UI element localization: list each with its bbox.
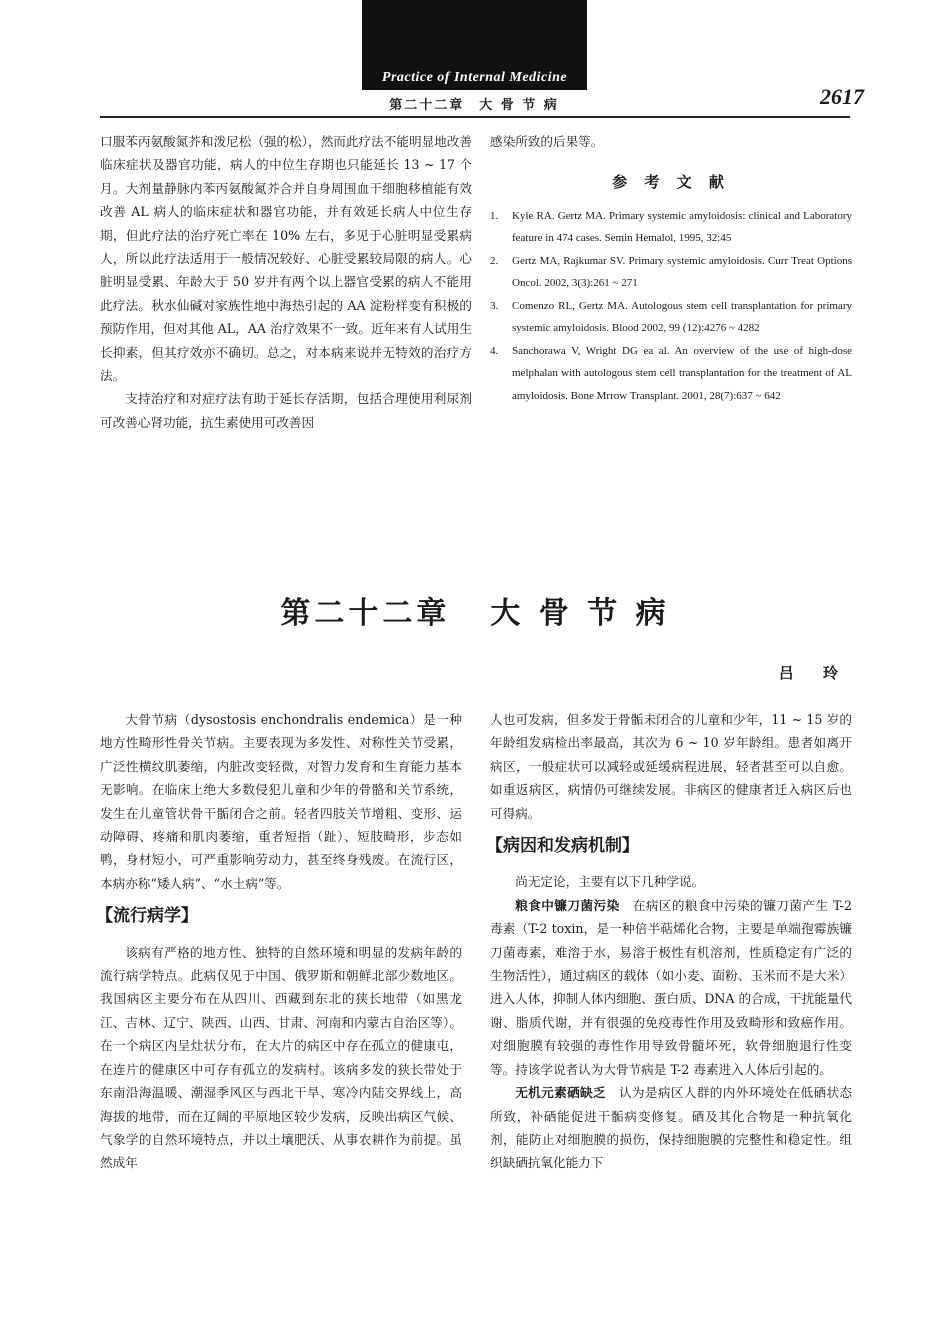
theory-text: 认为是病区人群的内外环境处在低硒状态所致，补硒能促进干骺病变修复。硒及其化合物是一种抗氧化剂，能防止对细胞膜的损伤，保持细胞膜的完整性和稳定性。组织缺硒抗氧化能力下 xyxy=(490,1085,852,1171)
chapter-left-column xyxy=(96,708,462,1175)
chapter-name: 大 骨 节 病 xyxy=(490,596,670,631)
paragraph: 人也可发病，但多发于骨骺未闭合的儿童和少年，11 ~ 15 岁的年龄组发病检出率最高，其次为 6 ~ 10 岁年龄组。患者如离开病区，一般症状可以减轻或延缓病程进展，轻者甚至可以自愈。如重返病区，病情仍可继续发展。非病区的健康者迁入病区后也可得病。 xyxy=(490,712,852,821)
paragraph: 感染所致的后果等。 xyxy=(490,134,604,149)
theory-lead: 粮食中镰刀菌污染 xyxy=(515,897,620,913)
prev-article-left-column xyxy=(100,130,472,434)
reference-number: 4. xyxy=(490,344,499,357)
header-rule xyxy=(100,116,850,118)
journal-name: Practice of Internal Medicine xyxy=(381,70,568,85)
paragraph: 该病有严格的地方性、独特的自然环境和明显的发病年龄的流行病学特点。此病仅见于中国、俄罗斯和朝鲜北部少数地区。我国病区主要分布在从四川、西藏到东北的狭长地带（如黑龙江、吉林、辽宁、陕西、山西、甘肃、河南和内蒙古自治区等）。在一个病区内呈灶状分布，在大片的病区中存在孤立的健康屯，在连片的健康区中可存有孤立的发病村。该病多发的狭长带处于东南沿海温暖、潮湿季风区与西北干旱、寒冷内陆交界线上，高海拔的地带，而在辽阔的平原地区较少发病，反映出病区气候、气象学的自然环境特点，并以土壤肥沃、从事农耕作为前提。虽然成年 xyxy=(100,944,462,1171)
theory-text: 在病区的粮食中污染的镰刀菌产生 T-2 毒素（T-2 toxin，是一种倍半萜烯化合物，主要是单端孢霉族镰刀菌毒素，难溶于水，易溶于极性有机溶剂，性质稳定有广泛的生物活性），通过病区的载体（如小麦、面粉、玉米而不是大米）进入人体，抑制人体内细胞、蛋白质、DNA 的合成，干扰能量代谢、脂质代谢，并有很强的免疫毒性作用及致畸形和致癌作用。对细胞膜有较强的毒性作用导致骨髓坏死，软骨细胞退行性变等。持该学说者认为大骨节病是 T-2 毒素进入人体后引起的。 xyxy=(490,897,853,1077)
references-title: 参 考 文 献 xyxy=(612,173,730,192)
author-name: 吕 玲 xyxy=(778,664,850,682)
paragraph xyxy=(490,1081,852,1175)
reference-item xyxy=(490,205,852,250)
reference-number: 1. xyxy=(490,209,499,222)
chapter-title xyxy=(0,588,950,632)
intro-paragraph: 大骨节病（dysostosis enchondralis endemica）是一种地方性畸形性骨关节病。主要表现为多发性、对称性关节受累，广泛性横纹肌萎缩，内脏改变轻微，对智力发育和生育能力基本无影响。在临床上绝大多数侵犯儿童和少年的骨骼和关节系统，发生在儿童管状骨干骺闭合之前。轻者四肢关节增粗、变形、运动障碍、疼痛和肌肉萎缩，重者短指（趾）、短肢畸形，步态如鸭，身材短小，可严重影响劳动力，甚至终身残废。在流行区，本病亦称“矮人病”、“水土病”等。 xyxy=(100,712,462,891)
section-heading-epidemiology: 【流行病学】 xyxy=(96,906,198,927)
chapter-number: 第二十二章 xyxy=(280,596,451,631)
reference-text: Gertz MA, Rajkumar SV. Primary systemic amyloidosis. Curr Treat Options Oncol. 2002, 3(3):261 ~ 271 xyxy=(512,254,852,290)
running-head: 第二十二章 大 骨 节 病 xyxy=(389,98,559,113)
paragraph xyxy=(490,894,852,1081)
reference-list xyxy=(490,205,852,408)
reference-number: 2. xyxy=(490,254,499,267)
reference-item xyxy=(490,340,852,408)
theory-lead: 无机元素硒缺乏 xyxy=(515,1085,606,1101)
section-heading-etiology: 【病因和发病机制】 xyxy=(486,836,639,857)
reference-text: Comenzo RL, Gertz MA. Autologous stem cell transplantation for primary systemic amyloidosis. Blood 2002, 99 (12):4276 ~ 4282 xyxy=(512,299,852,335)
reference-number: 3. xyxy=(490,299,499,312)
reference-item xyxy=(490,250,852,295)
paragraph: 口服苯丙氨酸氮芥和泼尼松（强的松），然而此疗法不能明显地改善临床症状及器官功能，病人的中位生存期也只能延长 13 ~ 17 个月。大剂量静脉内苯丙氨酸氮芥合并自身周围血干细胞移植能有效改善 AL 病人的临床症状和器官功能，并有效延长病人中位生存期，但此疗法的治疗死亡率在 10% 左右，多见于心脏明显受累病人，所以此疗法适用于一般情况较好、心脏受累较局限的病人。心脏明显受累、年龄大于 50 岁并有两个以上器官受累的病人不能用此疗法。秋水仙碱对家族性地中海热引起的 AA 淀粉样变有积极的预防作用，但对其他 AL，AA 治疗效果不一致。近年来有人试用生长抑素，但其疗效亦不确切。总之，对本病来说并无特效的治疗方法。 xyxy=(100,134,472,384)
paragraph: 尚无定论，主要有以下几种学说。 xyxy=(515,874,705,890)
prev-article-right-column xyxy=(490,130,852,407)
reference-text: Sanchorawa V, Wright DG ea al. An overview of the use of high-dose melphalan with autologous stem cell transplantation for the treatment of AL amyloidosis. Bone Mrrow Transplant. 2001, 28(7):637 ~ 642 xyxy=(512,344,852,402)
reference-text: Kyle RA. Gertz MA. Primary systemic amyloidosis: clinical and Laboratory feature in 474 cases. Semin Hemalol, 1995, 32:45 xyxy=(512,209,852,245)
paragraph: 支持治疗和对症疗法有助于延长存活期，包括合理使用利尿剂可改善心肾功能，抗生素使用可改善因 xyxy=(100,391,472,430)
journal-banner xyxy=(362,0,587,90)
page-number: 2617 xyxy=(820,84,864,109)
reference-item xyxy=(490,295,852,340)
chapter-right-column xyxy=(486,708,853,1175)
